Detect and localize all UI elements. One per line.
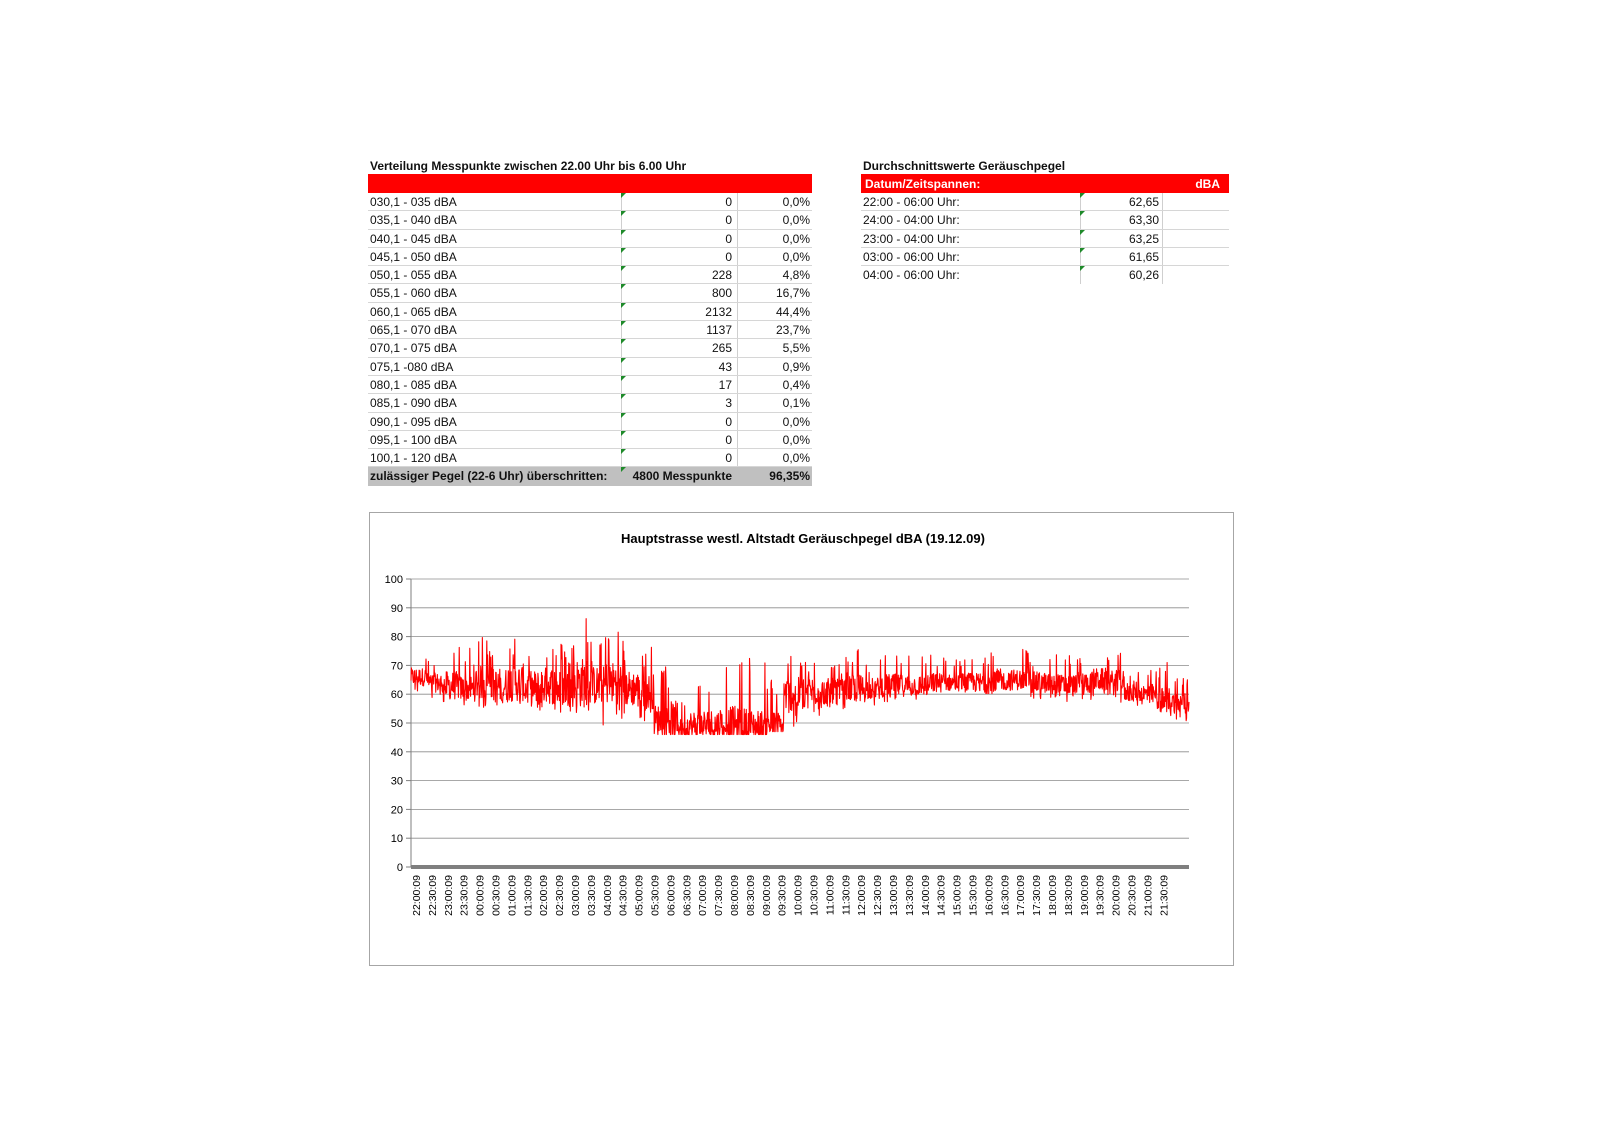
x-tick-label: 15:00:09 (951, 875, 964, 916)
average-row (861, 193, 1229, 211)
total-count: 4800 Messpunkte (632, 469, 732, 484)
percent-value: 0,0% (782, 249, 810, 264)
comment-marker-icon (621, 449, 626, 454)
x-tick-label: 13:30:09 (903, 875, 916, 916)
count-value: 0 (725, 231, 732, 246)
chart-title: Hauptstrasse westl. Altstadt Geräuschpegel dBA (19.12.09) (621, 531, 985, 546)
percent-value: 5,5% (782, 341, 810, 356)
x-tick-label: 09:30:09 (776, 875, 789, 916)
range-label: 075,1 -080 dBA (370, 359, 454, 374)
x-tick-label: 20:00:09 (1110, 875, 1123, 916)
x-tick-label: 22:30:09 (426, 875, 439, 916)
x-tick-label: 14:00:09 (919, 875, 932, 916)
average-row (861, 211, 1229, 229)
count-value: 2132 (705, 304, 732, 319)
average-label: 23:00 - 04:00 Uhr: (863, 231, 960, 246)
average-row (861, 266, 1229, 284)
count-value: 3 (725, 396, 732, 411)
range-label: 095,1 - 100 dBA (370, 432, 457, 447)
distribution-row (368, 266, 812, 284)
comment-marker-icon (621, 467, 626, 472)
distribution-row (368, 303, 812, 321)
count-value: 0 (725, 414, 732, 429)
comment-marker-icon (621, 339, 626, 344)
comment-marker-icon (1080, 193, 1085, 198)
comment-marker-icon (1080, 211, 1085, 216)
percent-value: 0,0% (782, 432, 810, 447)
x-tick-label: 06:30:09 (681, 875, 694, 916)
x-tick-label: 18:30:09 (1062, 875, 1075, 916)
x-tick-label: 11:30:09 (840, 875, 853, 916)
y-tick-label: 100 (384, 574, 403, 586)
x-tick-label: 00:00:09 (474, 875, 487, 916)
count-value: 0 (725, 432, 732, 447)
count-value: 43 (718, 359, 732, 374)
distribution-row (368, 358, 812, 376)
comment-marker-icon (621, 376, 626, 381)
count-value: 0 (725, 249, 732, 264)
comment-marker-icon (621, 230, 626, 235)
average-label: 03:00 - 06:00 Uhr: (863, 249, 960, 264)
x-tick-label: 08:00:09 (729, 875, 741, 916)
range-label: 090,1 - 095 dBA (370, 414, 457, 429)
x-tick-label: 12:00:09 (856, 875, 869, 916)
x-tick-label: 12:30:09 (872, 875, 885, 916)
percent-value: 16,7% (775, 286, 810, 301)
x-tick-label: 18:00:09 (1047, 875, 1059, 916)
x-tick-label: 04:00:09 (601, 875, 614, 916)
comment-marker-icon (621, 321, 626, 326)
x-tick-label: 07:00:09 (697, 875, 710, 916)
distribution-row (368, 339, 812, 357)
distribution-row (368, 193, 812, 211)
range-label: 085,1 - 090 dBA (370, 396, 457, 411)
comment-marker-icon (621, 358, 626, 363)
averages-header-value: dBA (1195, 177, 1220, 191)
range-label: 040,1 - 045 dBA (370, 231, 457, 246)
distribution-row (368, 394, 812, 412)
distribution-row (368, 413, 812, 431)
distribution-header-bar (368, 174, 812, 193)
percent-value: 0,1% (782, 396, 810, 411)
count-value: 1137 (706, 323, 732, 338)
comment-marker-icon (621, 266, 626, 271)
count-value: 17 (718, 377, 732, 392)
averages-header-bar (861, 174, 1229, 193)
percent-value: 44,4% (775, 304, 810, 319)
range-label: 065,1 - 070 dBA (370, 323, 457, 338)
percent-value: 0,0% (782, 231, 810, 246)
x-tick-label: 05:30:09 (649, 875, 662, 916)
y-tick-label: 60 (390, 689, 403, 702)
distribution-row (368, 248, 812, 266)
y-tick-label: 40 (390, 746, 403, 759)
averages-title: Durchschnittswerte Geräuschpegel (863, 159, 1066, 173)
count-value: 228 (711, 268, 732, 283)
y-tick-label: 90 (390, 602, 403, 615)
percent-value: 0,9% (782, 359, 810, 374)
average-value: 62,65 (1128, 195, 1159, 209)
comment-marker-icon (621, 431, 626, 436)
x-tick-label: 19:00:09 (1078, 875, 1091, 916)
x-tick-label: 10:30:09 (808, 875, 821, 916)
x-tick-label: 09:00:09 (760, 875, 773, 916)
x-tick-label: 21:30:09 (1158, 875, 1171, 916)
average-value: 60,26 (1128, 268, 1159, 283)
range-label: 100,1 - 120 dBA (370, 451, 457, 466)
x-tick-label: 01:30:09 (522, 875, 535, 916)
x-tick-label: 13:00:09 (888, 875, 900, 916)
x-tick-label: 23:00:09 (442, 875, 455, 916)
x-tick-label: 03:00:09 (570, 875, 582, 916)
average-row (861, 248, 1229, 266)
y-tick-label: 0 (396, 862, 403, 874)
range-label: 045,1 - 050 dBA (370, 249, 457, 264)
x-tick-label: 07:30:09 (713, 875, 726, 916)
y-tick-label: 70 (390, 660, 403, 673)
x-tick-label: 16:30:09 (999, 875, 1012, 916)
percent-value: 0,0% (782, 213, 810, 228)
x-tick-label: 04:30:09 (617, 875, 630, 916)
average-row (861, 230, 1229, 248)
averages-rows (861, 193, 1229, 284)
count-value: 0 (725, 195, 732, 209)
x-tick-label: 19:30:09 (1094, 875, 1107, 916)
x-tick-label: 15:30:09 (967, 875, 980, 916)
comment-marker-icon (621, 248, 626, 253)
percent-value: 0,4% (782, 377, 810, 392)
percent-value: 4,8% (782, 268, 810, 283)
range-label: 050,1 - 055 dBA (370, 268, 457, 283)
x-tick-label: 11:00:09 (824, 875, 837, 916)
count-value: 265 (711, 341, 732, 356)
comment-marker-icon (621, 284, 626, 289)
total-percent: 96,35% (769, 469, 810, 484)
percent-value: 0,0% (782, 451, 810, 466)
x-tick-label: 05:00:09 (633, 875, 646, 916)
distribution-total-row (368, 467, 812, 485)
x-tick-label: 16:00:09 (983, 875, 996, 916)
x-tick-label: 08:30:09 (744, 875, 757, 916)
distribution-row (368, 431, 812, 449)
x-tick-label: 21:00:09 (1142, 875, 1155, 916)
x-tick-label: 10:00:09 (792, 875, 805, 916)
distribution-row (368, 284, 812, 302)
comment-marker-icon (621, 303, 626, 308)
distribution-row (368, 449, 812, 467)
count-value: 800 (711, 286, 732, 301)
range-label: 060,1 - 065 dBA (370, 304, 457, 319)
comment-marker-icon (1080, 230, 1085, 235)
distribution-row (368, 230, 812, 248)
x-tick-label: 22:00:09 (411, 875, 423, 916)
range-label: 055,1 - 060 dBA (370, 286, 457, 301)
x-tick-label: 20:30:09 (1126, 875, 1139, 916)
x-tick-label: 01:00:09 (506, 875, 519, 916)
x-tick-label: 06:00:09 (665, 875, 678, 916)
average-label: 22:00 - 06:00 Uhr: (863, 195, 960, 209)
percent-value: 23,7% (775, 323, 810, 338)
y-tick-label: 10 (390, 833, 403, 846)
percent-value: 0,0% (782, 414, 810, 429)
comment-marker-icon (621, 193, 626, 198)
range-label: 070,1 - 075 dBA (370, 341, 457, 356)
distribution-row (368, 211, 812, 229)
comment-marker-icon (621, 413, 626, 418)
averages-header-label: Datum/Zeitspannen: (865, 177, 981, 191)
y-tick-label: 30 (390, 775, 403, 788)
average-label: 24:00 - 04:00 Uhr: (863, 213, 960, 228)
average-value: 63,30 (1128, 213, 1159, 228)
range-label: 080,1 - 085 dBA (370, 377, 457, 392)
range-label: 035,1 - 040 dBA (370, 213, 457, 228)
x-tick-label: 02:30:09 (554, 875, 567, 916)
range-label: 030,1 - 035 dBA (370, 195, 457, 209)
x-tick-label: 23:30:09 (458, 875, 471, 916)
count-value: 0 (725, 213, 732, 228)
x-tick-label: 02:00:09 (538, 875, 551, 916)
count-value: 0 (725, 451, 732, 466)
y-tick-label: 50 (390, 718, 403, 730)
x-tick-label: 14:30:09 (935, 875, 948, 916)
x-tick-label: 00:30:09 (490, 875, 503, 916)
x-tick-label: 03:30:09 (585, 875, 598, 916)
y-tick-label: 80 (390, 631, 403, 644)
percent-value: 0,0% (782, 195, 810, 209)
average-label: 04:00 - 06:00 Uhr: (863, 268, 960, 283)
comment-marker-icon (1080, 266, 1085, 271)
average-value: 63,25 (1128, 231, 1159, 246)
total-label: zulässiger Pegel (22-6 Uhr) überschritten: (370, 469, 608, 484)
distribution-row (368, 321, 812, 339)
noise-level-chart (369, 512, 1234, 966)
y-tick-label: 20 (390, 804, 403, 817)
comment-marker-icon (1080, 248, 1085, 253)
x-tick-label: 17:00:09 (1015, 875, 1028, 916)
average-value: 61,65 (1128, 249, 1159, 264)
comment-marker-icon (621, 394, 626, 399)
distribution-rows (368, 193, 812, 486)
distribution-title: Verteilung Messpunkte zwischen 22.00 Uhr bis 6.00 Uhr (370, 159, 687, 173)
comment-marker-icon (621, 211, 626, 216)
x-tick-label: 17:30:09 (1031, 875, 1044, 916)
distribution-row (368, 376, 812, 394)
